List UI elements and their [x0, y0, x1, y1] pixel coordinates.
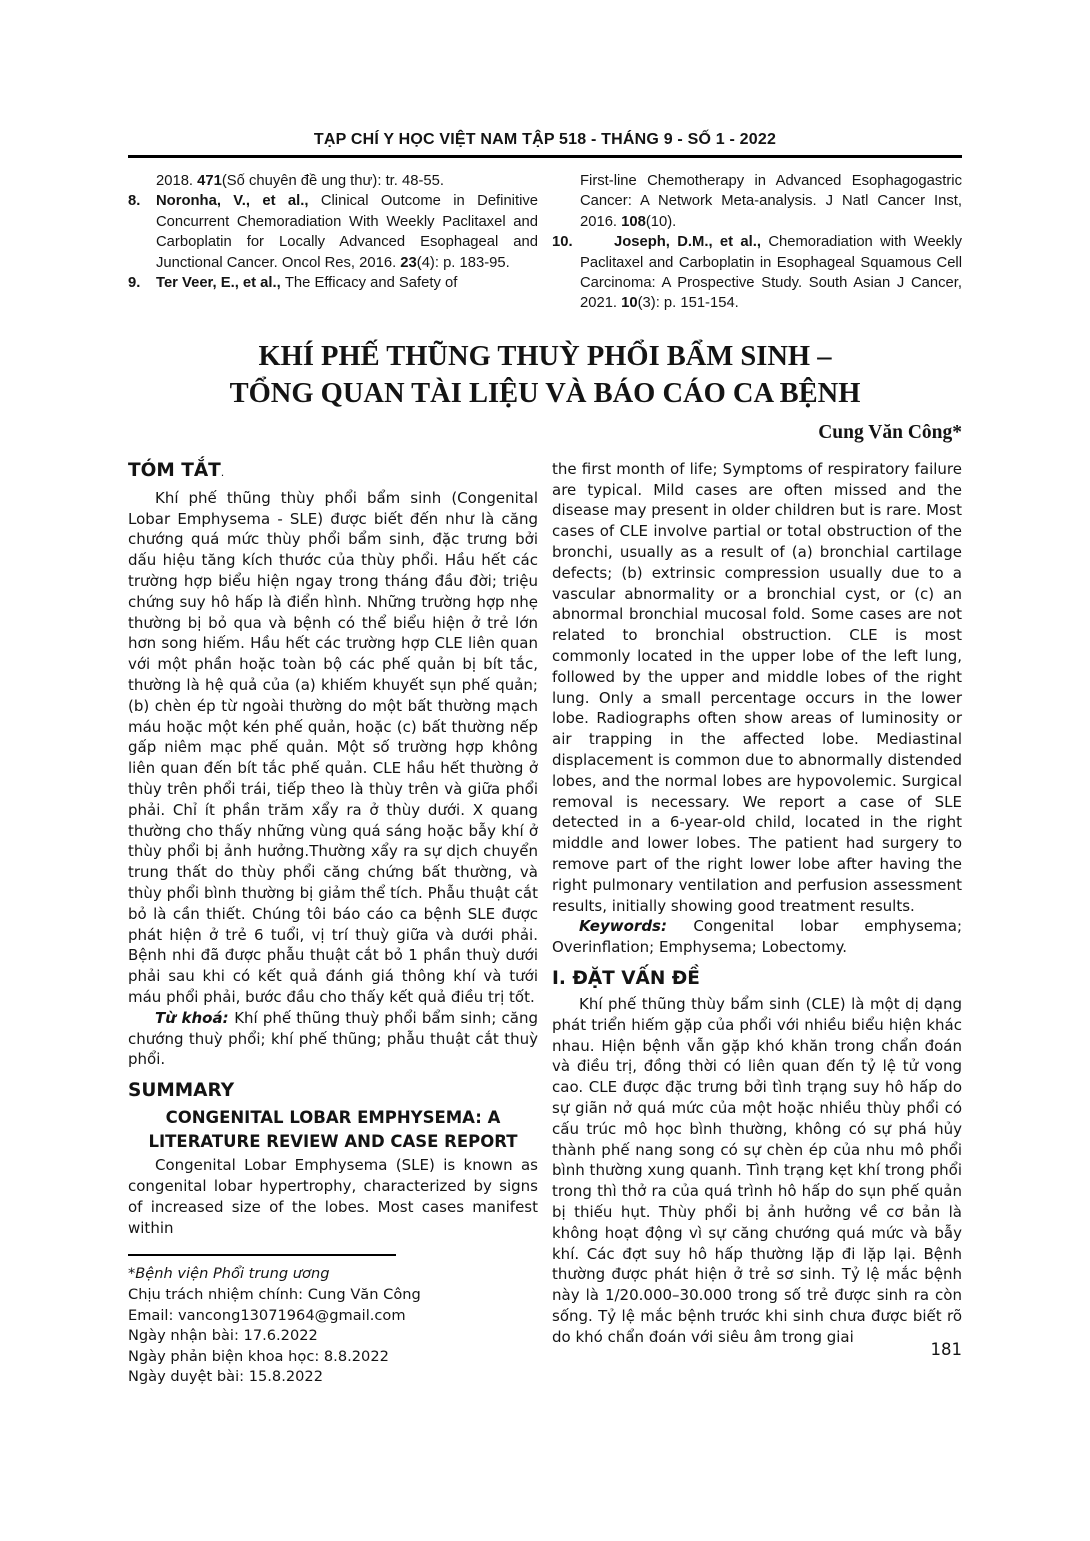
- summary-paragraph: Congenital Lobar Emphysema (SLE) is known as congenital lobar hypertrophy, characterized by signs of increased size of the lobes. Most cases manifest within: [128, 1156, 538, 1237]
- reference-continuation: First-line Chemotherapy in Advanced Esophagogastric Cancer: A Network Meta-analysis. J Natl Cancer Inst, 2016. 108(10).: [580, 173, 962, 230]
- footnote-accepted-date: Ngày duyệt bài: 15.8.2022: [128, 1368, 323, 1386]
- keywords-en-paragraph: Keywords: Congenital lobar emphysema; Overinflation; Emphysema; Lobectomy.: [552, 917, 962, 957]
- footnote-review-date: Ngày phản biện khoa học: 8.8.2022: [128, 1347, 389, 1365]
- reference-item-8: [128, 191, 538, 273]
- reference-number: 8.: [128, 193, 141, 210]
- references-right-column: [552, 171, 962, 314]
- footnote-affiliation: *Bệnh viện Phổi trung ương: [128, 1265, 330, 1283]
- header-rule: [128, 155, 962, 158]
- footnote-received-date: Ngày nhận bài: 17.6.2022: [128, 1327, 318, 1345]
- reference-text: Noronha, V., et al., Clinical Outcome in Definitive Concurrent Chemoradiation With Weekly Paclitaxel and Carboplatin for Locally Advanced Esophageal and Junctional Cancer. Oncol Res, 2016. 23(4): p. 183-95.: [156, 193, 538, 271]
- section-1-heading: I. ĐẶT VẤN ĐỀ: [552, 967, 700, 989]
- article-title: [128, 338, 962, 412]
- article-author: Cung Văn Công*: [818, 421, 962, 443]
- reference-text: Ter Veer, E., et al., The Efficacy and Safety of: [156, 275, 458, 292]
- journal-header: [128, 130, 962, 150]
- reference-text: Joseph, D.M., et al., Chemoradiation with Weekly Paclitaxel and Carboplatin in Esophageal Squamous Cell Carcinoma: A Prospective Study. South Asian J Cancer, 2021. 10(3): p. 151-154.: [580, 234, 962, 312]
- reference-number: 9.: [128, 275, 141, 292]
- article-title-line-1: KHÍ PHẾ THŨNG THUỲ PHỔI BẨM SINH –: [258, 340, 832, 372]
- article-title-line-2: TỔNG QUAN TÀI LIỆU VÀ BÁO CÁO CA BỆNH: [229, 377, 861, 409]
- footnote-email: Email: vancong13071964@gmail.com: [128, 1306, 406, 1324]
- references-section: [128, 171, 962, 314]
- reference-continuation: 2018. 471(Số chuyên đề ung thư): tr. 48-55.: [156, 173, 444, 189]
- references-left-column: [128, 171, 538, 314]
- summary-subheading: CONGENITAL LOBAR EMPHYSEMA: A LITERATURE REVIEW AND CASE REPORT: [148, 1108, 518, 1152]
- reference-item-9: [128, 273, 538, 293]
- tom-tat-heading-text: TÓM TẮT: [128, 459, 221, 481]
- summary-continuation-paragraph: the first month of life; Symptoms of respiratory failure are typical. Mild cases are often missed and the disease may present in older children but is rare. Most cases of CLE involve partial or total obstruction of the bronchi, usually as a result of (a) bronchial cartilage defects; (b) extrinsic compression usually due to a vascular abnormality or a bronchial cyst, or (c) an abnormal bronchial mucosal fold. Some cases are not related to bronchial obstruction. CLE is most commonly located in the upper lobe of the left lung, followed by the upper and middle lobes of the right lung. Only a small percentage occurs in the lower lobe. Radiographs often show areas of luminosity or air trapping in the affected lobe. Mediastinal displacement is common due to abnormally distended lobes, and the normal lobes are hypovolemic. Surgical removal is necessary. We report a case of SLE detected in a 6-year-old child, located in the right middle and lower lobes. The patient had surgery to remove part of the right lower lobe after having the right pulmonary ventilation and perfusion assessment results, initially showing good treatment results.: [552, 459, 962, 915]
- page-number: 181: [930, 1340, 962, 1359]
- footnote-rule: [128, 1254, 396, 1256]
- journal-header-text: TẠP CHÍ Y HỌC VIỆT NAM TẬP 518 - THÁNG 9 - SỐ 1 - 2022: [313, 131, 777, 148]
- article-body: [128, 459, 962, 1388]
- tom-tat-heading: [128, 459, 538, 485]
- abstract-paragraph: Khí phế thũng thùy phổi bẩm sinh (Congenital Lobar Emphysema - SLE) được biết đến như là căng chướng quá mức thùy phổi bẩm sinh, đặc trưng bởi dấu hiệu tăng kích thước của thùy phổi. Hầu hết các trường hợp biểu hiện ngay trong tháng đầu đời; triệu chứng suy hô hấp là điển hình. Những trường hợp nhẹ thường bị bỏ qua và bệnh có thể biểu hiện ở trẻ lớn hơn song hiếm. Hầu hết các trường hợp CLE liên quan với một phần hoặc toàn bộ các phế quản bị bít tắc, thường là hệ quả của (a) khiếm khuyết sụn phế quản; (b) chèn ép từ ngoài thường do một bất thường mạch máu hoặc một kén phế quản, hoặc (c) bất thường nếp gấp niêm mạc phế quản. Một số trường hợp không liên quan đến bít tắc phế quản. CLE hầu hết thường ở thùy trên phổi trái, tiếp theo là thùy trên và giữa phổi phải. Chỉ ít phần trăm xẩy ra ở thùy dưới. X quang thường cho thấy những vùng quá sáng hoặc bẫy khí ở thùy phổi bị ảnh hưởng.Thường xẩy ra sự dịch chuyển trung thất do thùy phổi căng chứng bất thường, và thùy phổi bình thường bị giảm thể tích. Phẫu thuật cắt bỏ là cần thiết. Chúng tôi báo cáo ca bệnh SLE được phát hiện ở trẻ 6 tuổi, vị trí thuỳ giữa và dưới phải. Bệnh nhi đã được phẫu thuật cắt bỏ 1 phần thuỳ dưới phải sau khi có kết quả đánh giá thông khí và tưới máu phổi phải, bước đầu cho thấy kết quả điều trị tốt.: [128, 488, 538, 1006]
- page-content: [128, 130, 962, 1388]
- section-1-paragraph: Khí phế thũng thùy bẩm sinh (CLE) là một dị dạng phát triển hiếm gặp của phổi với nhiều biểu hiện khác nhau. Hiện bệnh vẫn gặp khó khăn trong chẩn đoán và điều trị, đồng thời có liên quan đến tỷ lệ tử vong cao. CLE được đặc trưng bởi tình trạng suy hô hấp do sự giãn nở quá mức của một hoặc nhiều thùy phổi có cấu trúc mô học bình thường, không có sự phá hủy thành phế nang song có sự chèn ép của nhu mô phổi bình thường xung quanh. Tình trạng kẹt khí trong phổi trong thì thở ra của quá trình hô hấp do sụn phế quản bị thiếu hụt. Thùy phổi bị ảnh hưởng về cơ bản là không hoạt động vì sự căng chướng quá mức và bẫy khí. Các đợt suy hô hấp thường lặp đi lặp lại. Bệnh thường được phát hiện ở trẻ sơ sinh. Tỷ lệ mắc bệnh này là 1/20.000–30.000 trong số trẻ được sinh ra còn sống. Tỷ lệ mắc bệnh trước khi sinh chưa được biết rõ do khó chẩn đoán với siêu âm trong giai: [552, 994, 962, 1346]
- footnote-responsible: Chịu trách nhiệm chính: Cung Văn Công: [128, 1285, 421, 1303]
- footnote: [128, 1254, 538, 1388]
- reference-item-10: [552, 232, 962, 314]
- reference-number: 10.: [552, 234, 573, 251]
- tom-tat-heading-dot: .: [220, 465, 225, 479]
- left-column: [128, 459, 538, 1388]
- right-column: [552, 459, 962, 1388]
- keywords-vi-paragraph: Từ khoá: Khí phế thũng thuỳ phổi bẩm sinh; căng chướng thuỳ phổi; khí phế thũng; phẫu thuật cắt thuỳ phổi.: [128, 1008, 538, 1069]
- summary-heading: SUMMARY: [128, 1080, 235, 1102]
